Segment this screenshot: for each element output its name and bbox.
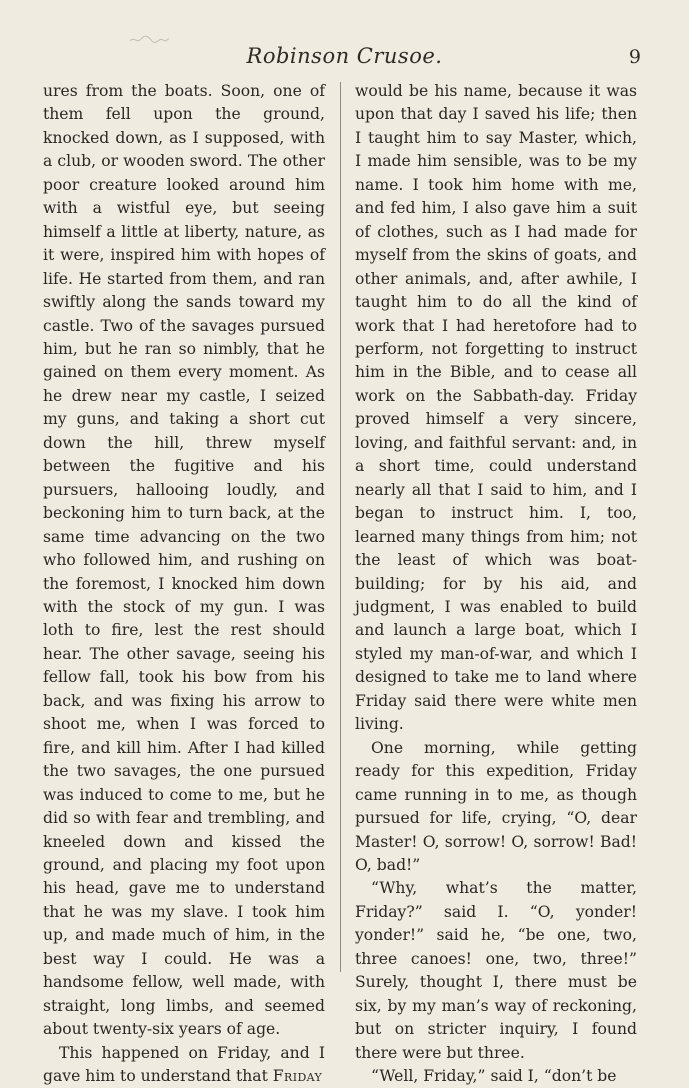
column-divider xyxy=(340,82,341,972)
paragraph: ures from the boats. Soon, one of them fell upon the ground, knocked down, as I supposed, with a club, or wooden sword. The other poor creature looked around him with a wistful eye, but seeing himself a little at liberty, nature, as it were, inspired him with hopes of life. He started from them, and ran swiftly along the sands toward my castle. Two of the savages pursued him, but he ran so nimbly, that he gained on them every moment. As he drew near my castle, I seized my guns, and taking a short cut down the hill, threw myself between the fugitive and his pursuers, hallooing loudly, and beckoning him to turn back, at the same time advancing on the two who followed him, and rushing on the foremost, I knocked him down with the stock of my gun. I was loth to fire, lest the rest should hear. The other savage, seeing his fellow fall, took his bow from his back, and was fixing his arrow to shoot me, when I was forced to fire, and kill him. After I had killed the two savages, the one pursued was induced to come to me, but he did so with fear and trembling, and kneeled down and kissed the ground, and placing my foot upon his head, gave me to understand that he was my slave. I took him up, and made much of him, in the best way I could. He was a handsome fellow, well made, with straight, long limbs, and seemed about twenty-six years of age. xyxy=(43,82,325,1039)
paragraph: “Well, Friday,” said I, “don’t be xyxy=(371,1067,617,1086)
name-smallcaps: Friday xyxy=(272,1067,323,1086)
running-title: Robinson Crusoe. xyxy=(246,44,443,68)
page-header xyxy=(0,40,689,76)
paragraph: would be his name, because it was upon that day I saved his life; then I taught him to say Master, which, I made him sensible, was to be my name. I took him home with me, and fed him, I also gave him a suit of clothes, such as I had made for myself from the skins of goats, and other animals, and, after awhile, I taught him to do all the kind of work that I had heretofore had to perform, not forgetting to instruct him in the Bible, and to cease all work on the Sabbath-day. Friday proved himself a very sincere, loving, and faithful servant: and, in a short time, could understand nearly all that I said to him, and I began to instruct him. I, too, learned many things from him; not the least of which was boat-building; for by his aid, and judgment, I was enabled to build and launch a large boat, which I styled my man-of-war, and which I designed to take me to land where Friday said there were white men living. xyxy=(355,82,637,734)
left-column xyxy=(43,80,325,1088)
page-number: 9 xyxy=(628,46,641,68)
right-column xyxy=(355,80,637,1088)
paragraph: “Why, what’s the matter, Friday?” said I. “O, yonder! yonder!” said he, “be one, two, three canoes! one, two, three!” Surely, thought I, there must be six, by my man’s way of reckoning, but on stricter inquiry, I found there were but three. xyxy=(355,879,637,1062)
paragraph xyxy=(43,1042,325,1088)
paragraph-text: This happened on Friday, and I gave him to understand that xyxy=(43,1043,325,1086)
paragraph: One morning, while getting ready for this expedition, Friday came running in to me, as though pursued for life, crying, “O, dear Master! O, sorrow! O, sorrow! Bad! O, bad!” xyxy=(355,738,637,874)
